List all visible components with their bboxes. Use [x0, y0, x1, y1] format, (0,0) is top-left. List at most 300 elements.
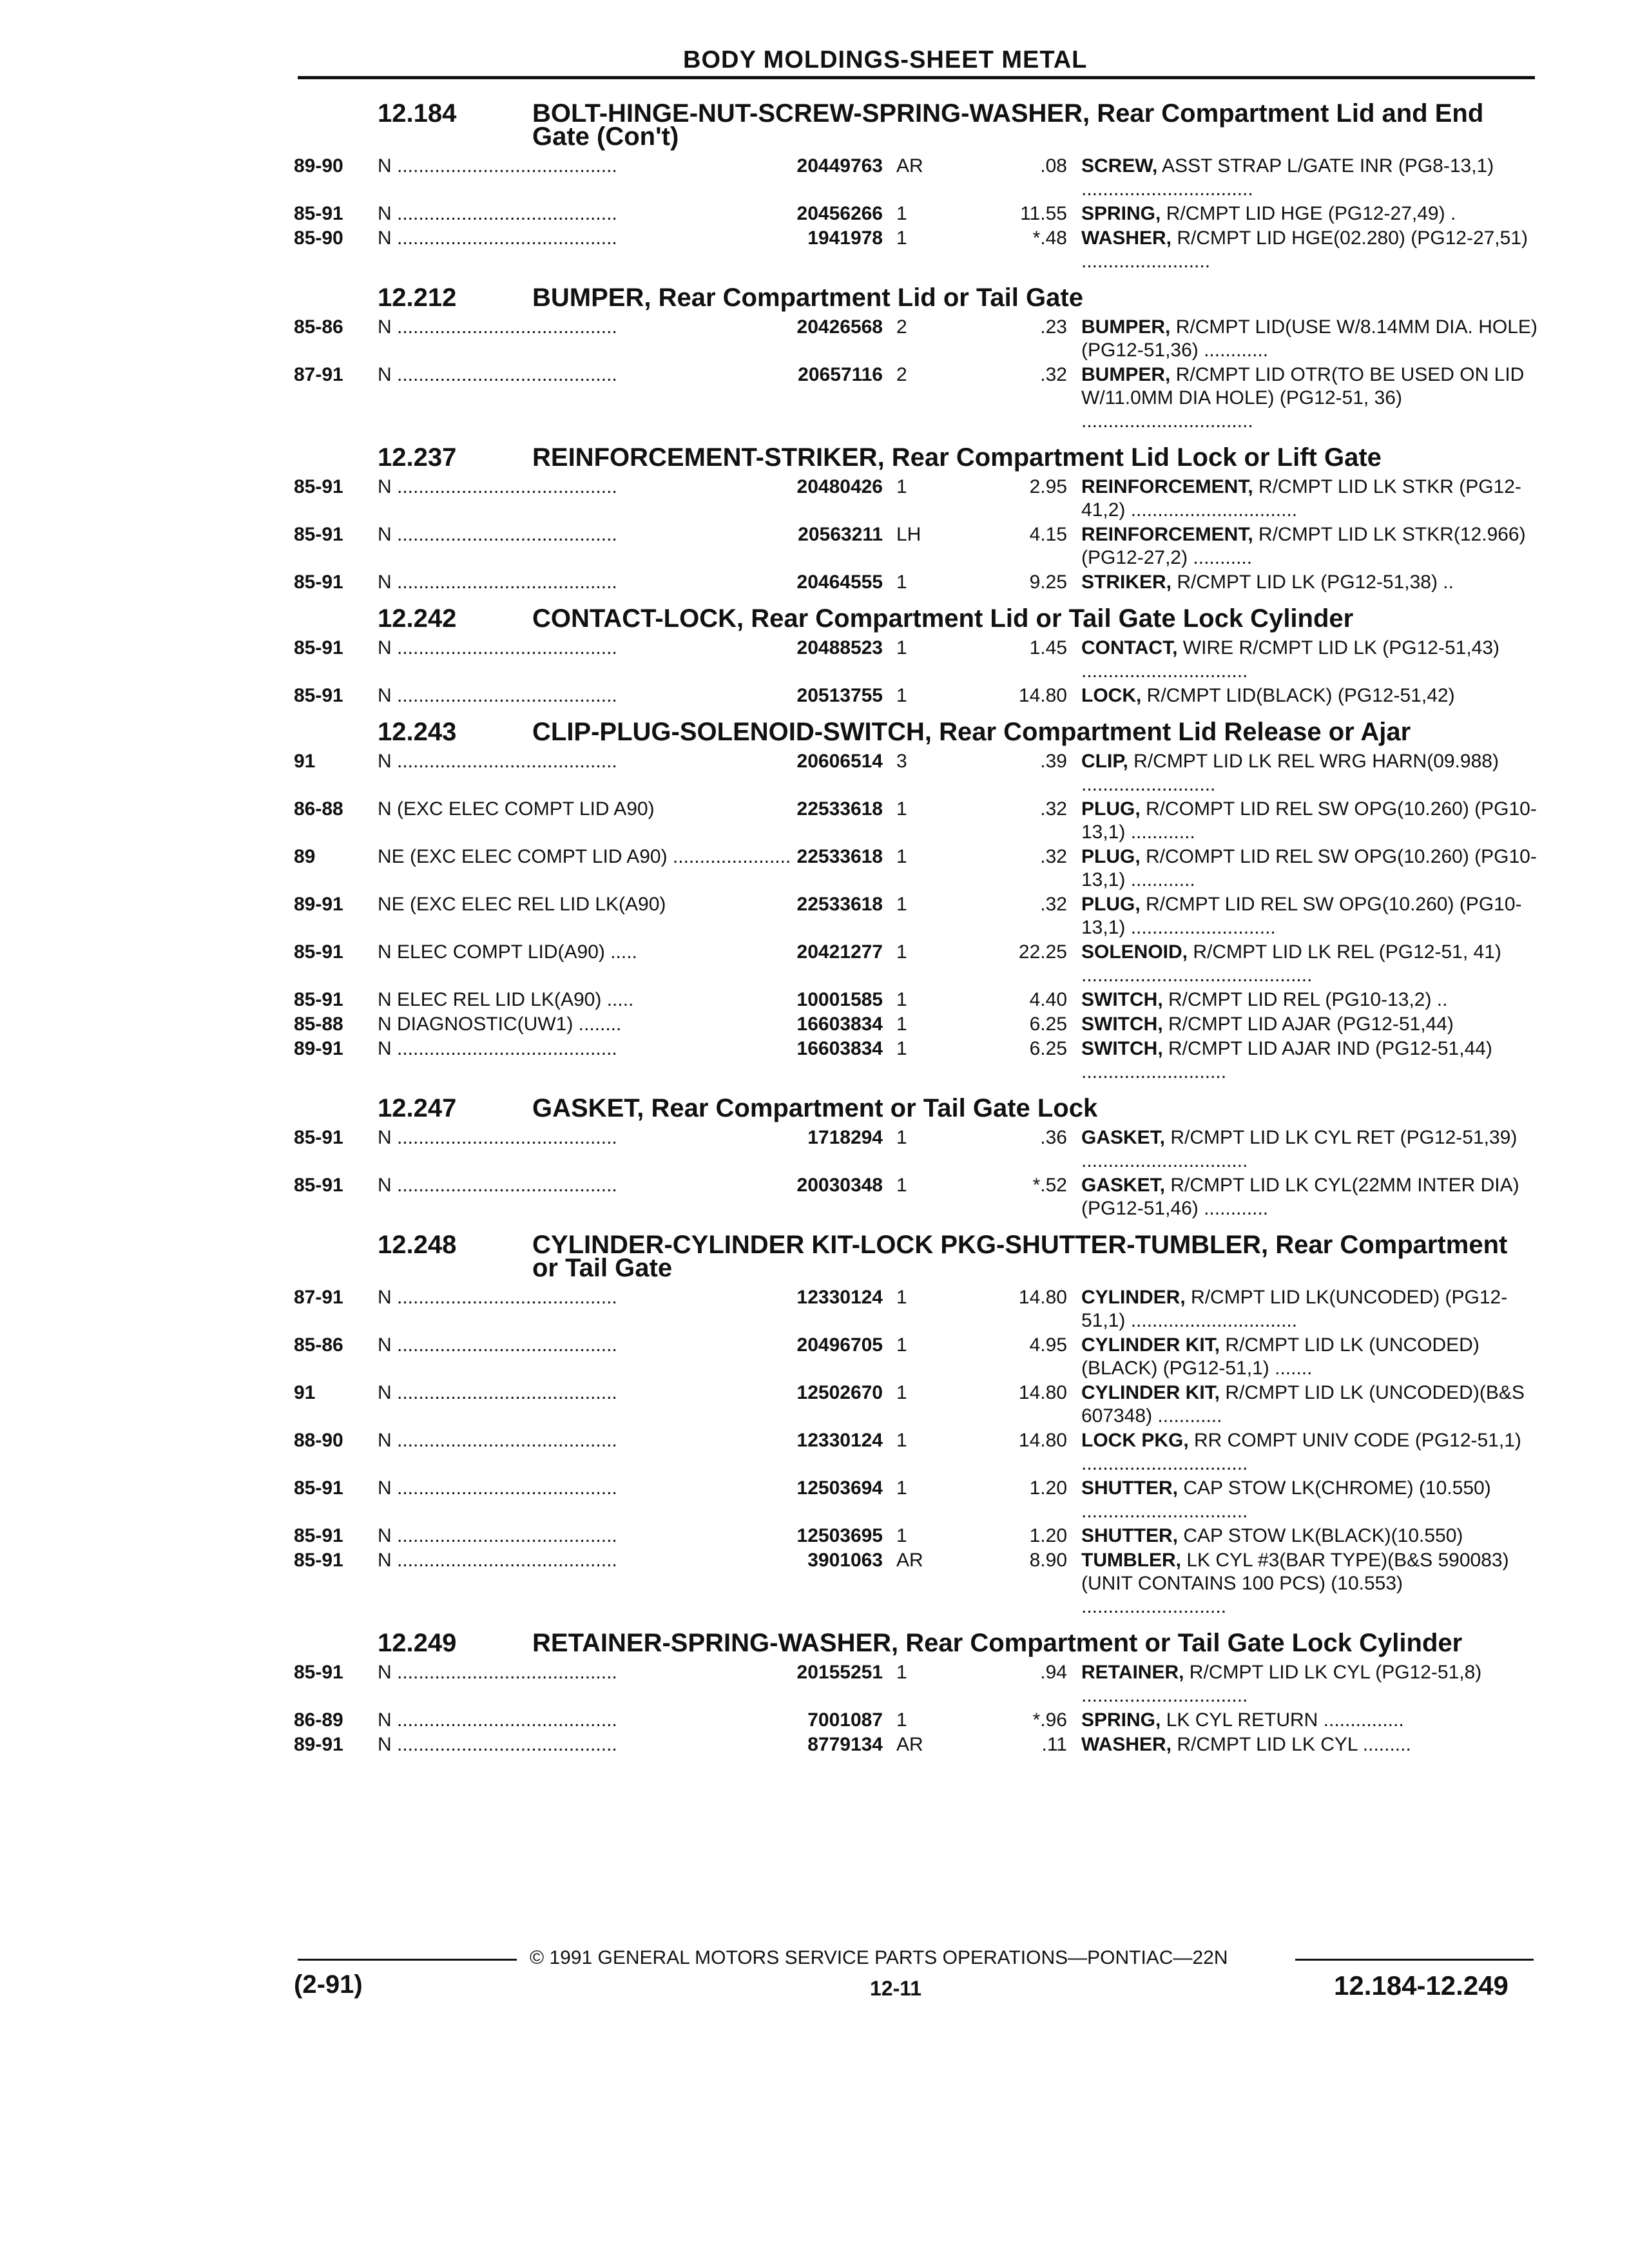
quantity: 1: [896, 227, 907, 249]
part-name: PLUG,: [1081, 846, 1141, 867]
part-detail: R/CMPT LID LK CYL RET (PG12-51,39) ...............................: [1081, 1127, 1518, 1171]
page-header-title: BODY MOLDINGS-SHEET METAL: [683, 46, 1088, 73]
quantity: 1: [896, 572, 907, 593]
price: .32: [1040, 364, 1067, 385]
quantity: 2: [896, 364, 907, 385]
part-description: [1081, 637, 1537, 683]
part-detail: CAP STOW LK(BLACK)(10.550): [1183, 1525, 1463, 1546]
catalog-section: [294, 284, 1537, 433]
section-number: 12.212: [378, 284, 457, 312]
part-number: 12503694: [796, 1477, 883, 1499]
part-number: 20449763: [796, 155, 883, 177]
usage-spec: N ELEC COMPT LID(A90) .....: [378, 941, 637, 963]
catalog-section: [294, 604, 1537, 707]
part-detail: CAP STOW LK(CHROME) (10.550) ...............................: [1081, 1477, 1491, 1522]
price: 6.25: [1029, 1038, 1067, 1059]
part-description: [1081, 988, 1537, 1012]
price: .36: [1040, 1127, 1067, 1148]
price: 1.20: [1029, 1477, 1067, 1499]
usage-spec: N .........................................: [378, 1175, 617, 1196]
usage-spec: N .........................................: [378, 572, 617, 593]
part-name: SWITCH,: [1081, 1014, 1163, 1035]
part-detail: R/CMPT LID(BLACK) (PG12-51,42): [1146, 685, 1455, 706]
part-row: [294, 941, 1537, 987]
part-number: 20563211: [798, 524, 883, 545]
model-years: 85-91: [294, 1477, 343, 1499]
model-years: 87-91: [294, 364, 343, 385]
model-years: 89-91: [294, 894, 343, 915]
part-row: [294, 363, 1537, 433]
part-name: WASHER,: [1081, 1734, 1172, 1755]
part-name: SHUTTER,: [1081, 1525, 1178, 1546]
part-description: [1081, 523, 1537, 570]
quantity: 1: [896, 1382, 907, 1403]
usage-spec: N .........................................: [378, 1334, 617, 1356]
price: .08: [1040, 155, 1067, 177]
part-detail: R/CMPT LID LK CYL .........: [1177, 1734, 1411, 1755]
part-number: 12330124: [796, 1287, 883, 1308]
part-row: [294, 1286, 1537, 1332]
model-years: 85-91: [294, 1525, 343, 1546]
part-detail: R/CMPT LID LK CYL(22MM INTER DIA) (PG12-51,46) ............: [1081, 1175, 1519, 1219]
part-description: [1081, 1013, 1537, 1036]
section-number: 12.247: [378, 1094, 457, 1122]
part-number: 16603834: [796, 1014, 883, 1035]
part-row: [294, 1661, 1537, 1707]
section-heading: [294, 443, 1537, 472]
section-heading: [294, 604, 1537, 633]
part-row: [294, 476, 1537, 522]
part-description: [1081, 750, 1537, 796]
part-detail: R/COMPT LID REL SW OPG(10.260) (PG10-13,1) ............: [1081, 798, 1537, 843]
part-row: [294, 1524, 1537, 1548]
model-years: 89-91: [294, 1734, 343, 1755]
part-detail: R/CMPT LID REL SW OPG(10.260) (PG10-13,1) ...........................: [1081, 894, 1522, 938]
part-name: REINFORCEMENT,: [1081, 476, 1253, 497]
model-years: 89-91: [294, 1038, 343, 1059]
catalog-section: [294, 1629, 1537, 1756]
part-number: 12502670: [796, 1382, 883, 1403]
part-row: [294, 684, 1537, 707]
model-years: 86-89: [294, 1709, 343, 1731]
part-detail: LK CYL #3(BAR TYPE)(B&S 590083)(UNIT CONTAINS 100 PCS) (10.553) ...........................: [1081, 1550, 1509, 1617]
price: .32: [1040, 846, 1067, 867]
usage-spec: N .........................................: [378, 476, 617, 497]
part-detail: R/CMPT LID LK(UNCODED) (PG12-51,1) ...............................: [1081, 1287, 1508, 1331]
price: *.48: [1032, 227, 1067, 249]
usage-spec: N DIAGNOSTIC(UW1) ........: [378, 1014, 622, 1035]
part-detail: R/CMPT LID HGE (PG12-27,49) .: [1166, 203, 1456, 224]
quantity: 1: [896, 1662, 907, 1683]
section-heading: [294, 284, 1537, 312]
usage-spec: N .........................................: [378, 1477, 617, 1499]
section-number: 12.237: [378, 443, 457, 472]
price: 14.80: [1018, 1430, 1067, 1451]
quantity: 3: [896, 751, 907, 772]
quantity: LH: [896, 524, 921, 545]
part-detail: R/CMPT LID LK STKR(12.966) (PG12-27,2) ...........: [1081, 524, 1526, 568]
part-number: 20513755: [796, 685, 883, 706]
usage-spec: N .........................................: [378, 1430, 617, 1451]
usage-spec: N ELEC REL LID LK(A90) .....: [378, 989, 634, 1010]
part-number: 22533618: [796, 846, 883, 867]
model-years: 85-86: [294, 316, 343, 338]
part-detail: R/CMPT LID LK STKR (PG12-41,2) ...............................: [1081, 476, 1521, 521]
model-years: 85-91: [294, 941, 343, 963]
section-title: GASKET, Rear Compartment or Tail Gate Lock: [532, 1094, 1098, 1122]
quantity: AR: [896, 1734, 923, 1755]
model-years: 86-88: [294, 798, 343, 820]
catalog-section: [294, 718, 1537, 1084]
quantity: 1: [896, 1038, 907, 1059]
part-number: 20456266: [796, 203, 883, 224]
price: *.52: [1032, 1175, 1067, 1196]
catalog-section: [294, 99, 1537, 273]
price: 14.80: [1018, 1287, 1067, 1308]
model-years: 85-91: [294, 572, 343, 593]
part-row: [294, 155, 1537, 201]
part-row: [294, 845, 1537, 892]
part-name: BUMPER,: [1081, 316, 1171, 338]
part-detail: R/CMPT LID AJAR IND (PG12-51,44) ...........................: [1081, 1038, 1492, 1082]
part-detail: R/CMPT LID LK (UNCODED)(B&S 607348) ............: [1081, 1382, 1525, 1427]
part-detail: R/CMPT LID LK (UNCODED)(BLACK) (PG12-51,1) .......: [1081, 1334, 1480, 1379]
quantity: 1: [896, 1430, 907, 1451]
price: 4.40: [1029, 989, 1067, 1010]
part-description: [1081, 1381, 1537, 1428]
quantity: 1: [896, 1709, 907, 1731]
section-heading: [294, 718, 1537, 744]
part-name: PLUG,: [1081, 798, 1141, 820]
part-name: CONTACT,: [1081, 637, 1178, 658]
model-years: 85-90: [294, 227, 343, 249]
footer-copyright: © 1991 GENERAL MOTORS SERVICE PARTS OPERATIONS—PONTIAC—22N: [530, 1947, 1228, 1968]
part-number: 20464555: [796, 572, 883, 593]
footer-section-range: 12.184-12.249: [1334, 1970, 1509, 2001]
part-description: [1081, 1334, 1537, 1380]
catalog-section: [294, 443, 1537, 594]
part-row: [294, 1381, 1537, 1428]
quantity: 1: [896, 203, 907, 224]
part-description: [1081, 1477, 1537, 1523]
part-number: 10001585: [796, 989, 883, 1010]
section-title: CONTACT-LOCK, Rear Compartment Lid or Tail Gate Lock Cylinder: [532, 604, 1354, 633]
price: 4.15: [1029, 524, 1067, 545]
part-description: [1081, 227, 1537, 273]
part-detail: WIRE R/CMPT LID LK (PG12-51,43) ...............................: [1081, 637, 1500, 682]
part-detail: R/CMPT LID HGE(02.280) (PG12-27,51) ........................: [1081, 227, 1528, 272]
quantity: 1: [896, 1334, 907, 1356]
part-number: 20480426: [796, 476, 883, 497]
section-heading: [294, 1629, 1537, 1655]
parts-catalog-body: [294, 95, 1537, 1767]
usage-spec: N .........................................: [378, 1709, 617, 1731]
part-name: GASKET,: [1081, 1175, 1166, 1196]
part-description: [1081, 798, 1537, 844]
part-detail: R/COMPT LID REL SW OPG(10.260) (PG10-13,1) ............: [1081, 846, 1537, 890]
usage-spec: N .........................................: [378, 1382, 617, 1403]
part-number: 12330124: [796, 1430, 883, 1451]
part-number: 8779134: [807, 1734, 883, 1755]
model-years: 85-91: [294, 476, 343, 497]
part-description: [1081, 1286, 1537, 1332]
part-name: LOCK,: [1081, 685, 1142, 706]
usage-spec: N .........................................: [378, 1662, 617, 1683]
section-number: 12.242: [378, 604, 457, 633]
part-name: WASHER,: [1081, 227, 1172, 249]
part-description: [1081, 941, 1537, 987]
part-row: [294, 571, 1537, 594]
part-description: [1081, 1661, 1537, 1707]
footer-rule-left: [298, 1959, 517, 1961]
part-name: TUMBLER,: [1081, 1550, 1181, 1571]
section-number: 12.184: [378, 99, 457, 128]
section-heading: [294, 1094, 1537, 1120]
part-description: [1081, 1524, 1537, 1548]
part-row: [294, 202, 1537, 226]
part-description: [1081, 684, 1537, 707]
part-row: [294, 1334, 1537, 1380]
usage-spec: N .........................................: [378, 637, 617, 658]
model-years: 85-91: [294, 685, 343, 706]
part-number: 20488523: [796, 637, 883, 658]
section-title: CLIP-PLUG-SOLENOID-SWITCH, Rear Compartment Lid Release or Ajar: [532, 718, 1411, 746]
usage-spec: N .........................................: [378, 751, 617, 772]
quantity: 2: [896, 316, 907, 338]
model-years: 85-88: [294, 1014, 343, 1035]
part-name: CYLINDER KIT,: [1081, 1334, 1220, 1356]
part-number: 7001087: [807, 1709, 883, 1731]
model-years: 89-90: [294, 155, 343, 177]
part-row: [294, 1733, 1537, 1756]
price: *.96: [1032, 1709, 1067, 1731]
quantity: 1: [896, 637, 907, 658]
part-row: [294, 1477, 1537, 1523]
price: .94: [1040, 1662, 1067, 1683]
price: 8.90: [1029, 1550, 1067, 1571]
part-description: [1081, 155, 1537, 201]
part-row: [294, 750, 1537, 796]
part-name: CLIP,: [1081, 751, 1128, 772]
price: .39: [1040, 751, 1067, 772]
price: 2.95: [1029, 476, 1067, 497]
part-row: [294, 523, 1537, 570]
model-years: 91: [294, 751, 316, 772]
part-row: [294, 1126, 1537, 1173]
quantity: 1: [896, 1477, 907, 1499]
section-number: 12.249: [378, 1629, 457, 1657]
quantity: 1: [896, 1127, 907, 1148]
part-number: 20421277: [796, 941, 883, 963]
quantity: 1: [896, 941, 907, 963]
part-name: SPRING,: [1081, 1709, 1161, 1731]
part-detail: R/CMPT LID LK CYL (PG12-51,8) ...............................: [1081, 1662, 1482, 1706]
part-name: REINFORCEMENT,: [1081, 524, 1253, 545]
part-description: [1081, 1429, 1537, 1475]
section-heading: [294, 99, 1537, 151]
usage-spec: N .........................................: [378, 1550, 617, 1571]
model-years: 85-91: [294, 1662, 343, 1683]
usage-spec: N (EXC ELEC COMPT LID A90): [378, 798, 655, 820]
section-title: REINFORCEMENT-STRIKER, Rear Compartment Lid Lock or Lift Gate: [532, 443, 1382, 472]
part-detail: R/CMPT LID OTR(TO BE USED ON LID W/11.0MM DIA HOLE) (PG12-51, 36) ................................: [1081, 364, 1525, 432]
part-name: CYLINDER,: [1081, 1287, 1186, 1308]
usage-spec: N .........................................: [378, 524, 617, 545]
usage-spec: N .........................................: [378, 364, 617, 385]
part-row: [294, 1174, 1537, 1220]
part-number: 1941978: [807, 227, 883, 249]
model-years: 85-91: [294, 524, 343, 545]
usage-spec: N .........................................: [378, 203, 617, 224]
part-number: 20657116: [798, 364, 883, 385]
price: 11.55: [1020, 203, 1067, 224]
model-years: 85-91: [294, 1550, 343, 1571]
usage-spec: N .........................................: [378, 1287, 617, 1308]
part-name: GASKET,: [1081, 1127, 1166, 1148]
part-description: [1081, 1709, 1537, 1732]
part-row: [294, 227, 1537, 273]
part-row: [294, 1013, 1537, 1036]
part-name: PLUG,: [1081, 894, 1141, 915]
part-name: SCREW,: [1081, 155, 1158, 177]
model-years: 91: [294, 1382, 316, 1403]
quantity: 1: [896, 989, 907, 1010]
part-name: SPRING,: [1081, 203, 1161, 224]
model-years: 85-91: [294, 1127, 343, 1148]
footer-rule-right: [1295, 1959, 1534, 1961]
part-description: [1081, 363, 1537, 433]
part-description: [1081, 1126, 1537, 1173]
part-detail: R/CMPT LID LK (PG12-51,38) ..: [1177, 572, 1454, 593]
part-detail: RR COMPT UNIV CODE (PG12-51,1) ...............................: [1081, 1430, 1521, 1474]
part-row: [294, 637, 1537, 683]
price: 1.45: [1029, 637, 1067, 658]
catalog-section: [294, 1231, 1537, 1619]
usage-spec: N .........................................: [378, 685, 617, 706]
quantity: 1: [896, 894, 907, 915]
usage-spec: N .........................................: [378, 1038, 617, 1059]
part-number: 22533618: [796, 798, 883, 820]
part-name: RETAINER,: [1081, 1662, 1184, 1683]
part-description: [1081, 1174, 1537, 1220]
quantity: 1: [896, 476, 907, 497]
model-years: 85-91: [294, 1175, 343, 1196]
price: 6.25: [1029, 1014, 1067, 1035]
usage-spec: N .........................................: [378, 1127, 617, 1148]
usage-spec: N .........................................: [378, 155, 617, 177]
model-years: 85-91: [294, 637, 343, 658]
part-description: [1081, 202, 1537, 226]
quantity: AR: [896, 1550, 923, 1571]
section-number: 12.243: [378, 718, 457, 746]
quantity: AR: [896, 155, 923, 177]
price: 14.80: [1018, 1382, 1067, 1403]
model-years: 85-86: [294, 1334, 343, 1356]
part-detail: R/CMPT LID REL (PG10-13,2) ..: [1168, 989, 1448, 1010]
section-title: BUMPER, Rear Compartment Lid or Tail Gate: [532, 284, 1083, 312]
model-years: 85-91: [294, 989, 343, 1010]
part-row: [294, 893, 1537, 939]
part-number: 3901063: [807, 1550, 883, 1571]
part-number: 20606514: [796, 751, 883, 772]
part-detail: R/CMPT LID LK REL (PG12-51, 41) ...........................................: [1081, 941, 1501, 986]
part-number: 1718294: [807, 1127, 883, 1148]
part-row: [294, 798, 1537, 844]
section-title: CYLINDER-CYLINDER KIT-LOCK PKG-SHUTTER-TUMBLER, Rear Compartment or Tail Gate: [532, 1231, 1508, 1282]
part-row: [294, 1549, 1537, 1619]
price: .32: [1040, 894, 1067, 915]
part-description: [1081, 893, 1537, 939]
part-number: 22533618: [796, 894, 883, 915]
quantity: 1: [896, 1287, 907, 1308]
quantity: 1: [896, 685, 907, 706]
footer-revision-date: (2-91): [294, 1970, 363, 1999]
part-row: [294, 1709, 1537, 1732]
part-number: 20030348: [796, 1175, 883, 1196]
part-name: SWITCH,: [1081, 989, 1163, 1010]
model-years: 85-91: [294, 203, 343, 224]
section-title: BOLT-HINGE-NUT-SCREW-SPRING-WASHER, Rear Compartment Lid and End Gate (Con't): [532, 99, 1484, 151]
part-row: [294, 1429, 1537, 1475]
model-years: 89: [294, 846, 316, 867]
part-number: 20155251: [796, 1662, 883, 1683]
price: 14.80: [1018, 685, 1067, 706]
price: .23: [1040, 316, 1067, 338]
usage-spec: NE (EXC ELEC COMPT LID A90) ......................: [378, 846, 791, 867]
part-name: SOLENOID,: [1081, 941, 1188, 963]
part-name: SHUTTER,: [1081, 1477, 1178, 1499]
part-number: 12503695: [796, 1525, 883, 1546]
price: 4.95: [1029, 1334, 1067, 1356]
price: 9.25: [1029, 572, 1067, 593]
header-rule: [298, 76, 1535, 79]
part-row: [294, 1037, 1537, 1084]
part-name: SWITCH,: [1081, 1038, 1163, 1059]
part-description: [1081, 1733, 1537, 1756]
part-detail: R/CMPT LID(USE W/8.14MM DIA. HOLE) (PG12-51,36) ............: [1081, 316, 1537, 361]
part-name: LOCK PKG,: [1081, 1430, 1189, 1451]
part-name: STRIKER,: [1081, 572, 1172, 593]
section-title: RETAINER-SPRING-WASHER, Rear Compartment or Tail Gate Lock Cylinder: [532, 1629, 1463, 1657]
quantity: 1: [896, 846, 907, 867]
part-description: [1081, 316, 1537, 362]
quantity: 1: [896, 1175, 907, 1196]
price: .11: [1041, 1734, 1067, 1755]
price: 1.20: [1029, 1525, 1067, 1546]
part-number: 16603834: [796, 1038, 883, 1059]
usage-spec: N .........................................: [378, 227, 617, 249]
usage-spec: N .........................................: [378, 316, 617, 338]
price: 22.25: [1018, 941, 1067, 963]
part-description: [1081, 1549, 1537, 1619]
part-name: CYLINDER KIT,: [1081, 1382, 1220, 1403]
part-number: 20496705: [796, 1334, 883, 1356]
model-years: 88-90: [294, 1430, 343, 1451]
quantity: 1: [896, 1014, 907, 1035]
part-description: [1081, 845, 1537, 892]
part-detail: ASST STRAP L/GATE INR (PG8-13,1) ................................: [1081, 155, 1494, 200]
part-row: [294, 988, 1537, 1012]
usage-spec: N .........................................: [378, 1525, 617, 1546]
part-description: [1081, 476, 1537, 522]
model-years: 87-91: [294, 1287, 343, 1308]
part-description: [1081, 1037, 1537, 1084]
quantity: 1: [896, 1525, 907, 1546]
usage-spec: NE (EXC ELEC REL LID LK(A90): [378, 894, 666, 915]
footer-page-number: 12-11: [870, 1977, 922, 2000]
section-number: 12.248: [378, 1231, 457, 1259]
part-detail: LK CYL RETURN ...............: [1166, 1709, 1404, 1731]
